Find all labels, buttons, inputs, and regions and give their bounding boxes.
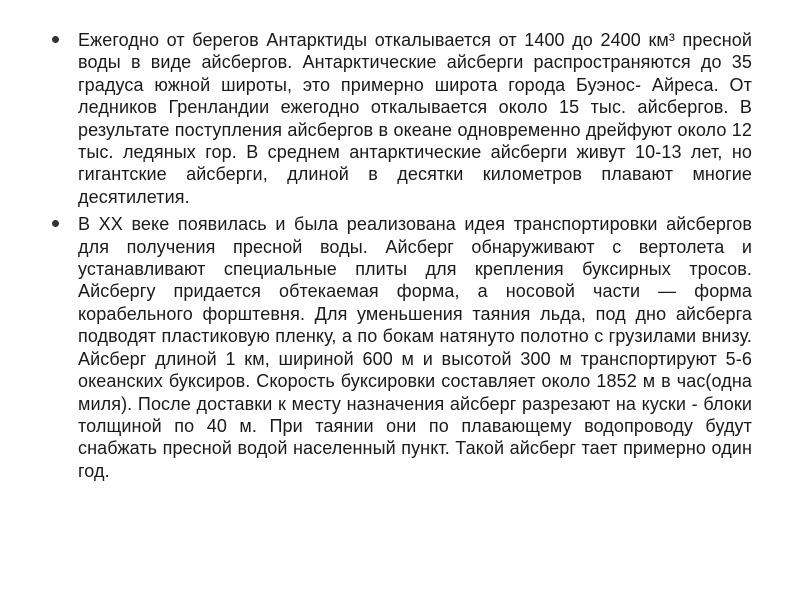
bullet-paragraph: Ежегодно от берегов Антарктиды откалывается от 1400 до 2400 км³ пресной воды в виде айсбергов. Антарктические айсберги распространяются до 35 градуса южной широты, это примерно широта города Буэнос- Айреса. От ледников Гренландии ежегодно откалывается около 15 тыс. айсбергов. В результате поступления айсбергов в океане одновременно дрейфуют около 12 тыс. ледяных гор. В среднем антарктические айсберги живут 10-13 лет, но гигантские айсберги, длиной в десятки километров плавают многие десятилетия. bbox=[78, 30, 752, 207]
bullet-item-iceberg-transport bbox=[52, 213, 752, 482]
bullet-paragraph: В XX веке появилась и была реализована идея транспортировки айсбергов для получения пресной воды. Айсберг обнаруживают с вертолета и устанавливают специальные плиты для крепления буксирных тросов. Айсбергу придается обтекаемая форма, а носовой части — форма корабельного форштевня. Для уменьшения таяния льда, под дно айсберга подводят пластиковую пленку, а по бокам натянуто полотно с грузилами внизу. Айсберг длиной 1 км, шириной 600 м и высотой 300 м транспортируют 5-6 океанских буксиров. Скорость буксировки составляет около 1852 м в час(одна миля). После доставки к месту назначения айсберг разрезают на куски - блоки толщиной по 40 м. При таянии они по плавающему водопроводу будут снабжать пресной водой населенный пункт. Такой айсберг тает примерно один год. bbox=[78, 214, 752, 481]
bullet-item-antarctic-icebergs bbox=[52, 29, 752, 208]
bullet-list bbox=[52, 29, 752, 487]
bullet-dot-icon bbox=[52, 220, 59, 227]
bullet-dot-icon bbox=[52, 36, 59, 43]
